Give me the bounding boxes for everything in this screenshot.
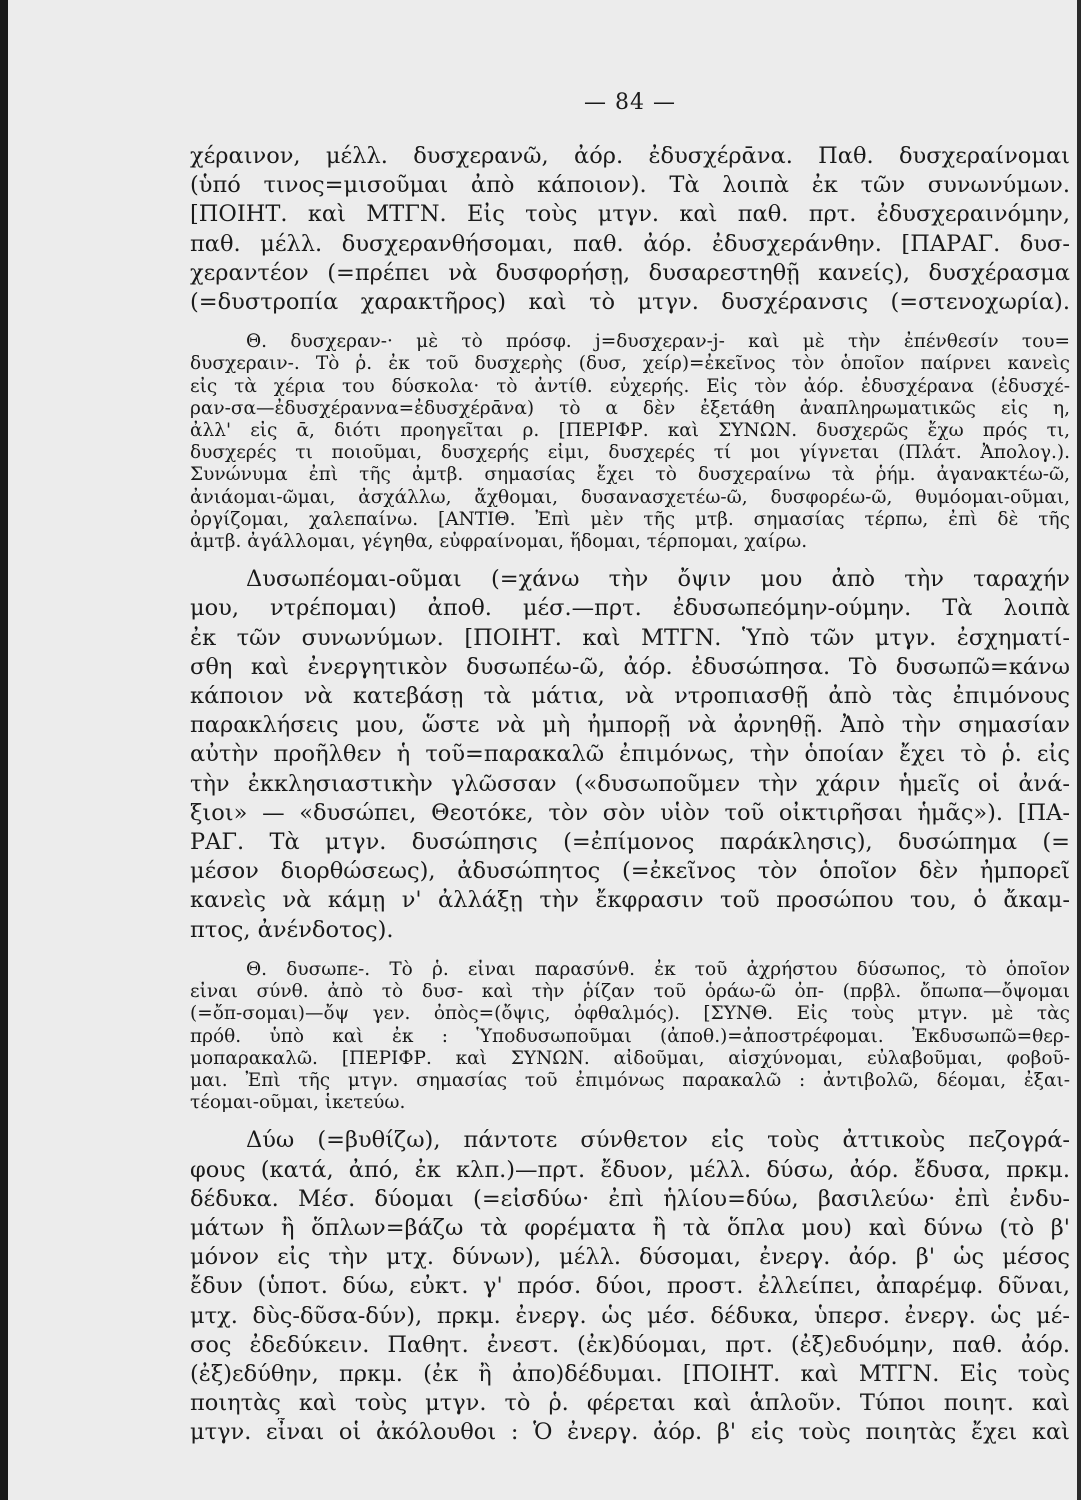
text-line: φους (κατά, ἀπό, ἐκ κλπ.)—πρτ. ἔδυον, μέλλ. δύσω, ἀόρ. ἔδυσα, πρκμ. [190, 1156, 1070, 1183]
text-line: χέραινον, μέλλ. δυσχερανῶ, ἀόρ. ἐδυσχέρᾱνα. Παθ. δυσχεραίνομαι [190, 143, 1070, 169]
text-line: (=ὄπ-σομαι)—ὄψ γεν. ὀπὸς=(ὄψις, ὀφθαλμός). [ΣΥΝΘ. Εἰς τοὺς μτγν. μὲ τὰς [190, 1003, 1070, 1025]
text-line: πτος, ἀνένδοτος). [190, 916, 394, 943]
text-line: ἀνιάομαι-ῶμαι, ἀσχάλλω, ἄχθομαι, δυσανασχετέω-ῶ, δυσφορέω-ῶ, θυμόομαι-οῦμαι, [190, 486, 1070, 508]
entry-dyscheraino-end [190, 142, 1070, 317]
entry-dysopeomai [190, 565, 1070, 945]
text-line: παρακλήσεις μου, ὥστε νὰ μὴ ἠμπορῇ νὰ ἀρνηθῇ. Ἀπὸ τὴν σημασίαν [190, 712, 1070, 739]
text-line: ἐκ τῶν συνωνύμων. [ΠΟΙΗΤ. καὶ ΜΤΓΝ. Ὑπὸ τῶν μτγν. ἐσχηματί- [190, 624, 1070, 651]
text-line: ἀμτβ. ἀγάλλομαι, γέγηθα, εὐφραίνομαι, ἥδομαι, τέρπομαι, χαίρω. [190, 531, 808, 553]
text-line: ἔδυν (ὑποτ. δύω, εὐκτ. γ' πρόσ. δύοι, προστ. ἐλλείπει, ἀπαρέμφ. δῦναι, [190, 1273, 1070, 1300]
entry-gap [190, 1114, 1070, 1126]
text-line: ΡΑΓ. Τὰ μτγν. δυσώπησις (=ἐπίμονος παράκλησις), δυσώπημα (= [190, 829, 1070, 856]
text-line: Συνώνυμα ἐπὶ τῆς ἀμτβ. σημασίας ἔχει τὸ δυσχεραίνω τὰ ῥήμ. ἀγανακτέω-ῶ, [190, 464, 1070, 486]
text-line: (ὑπό τινος=μισοῦμαι ἀπὸ κάποιον). Τὰ λοιπὰ ἐκ τῶν συνωνύμων. [190, 172, 1070, 199]
text-line: δέδυκα. Μέσ. δύομαι (=εἰσδύω· ἐπὶ ἡλίου=δύω, βασιλεύω· ἐπὶ ἐνδυ- [190, 1185, 1070, 1212]
text-line: μοπαρακαλῶ. [ΠΕΡΙΦΡ. καὶ ΣΥΝΩΝ. αἰδοῦμαι, αἰσχύνομαι, εὐλαβοῦμαι, φοβοῦ- [190, 1047, 1070, 1069]
text-line: μάτων ἢ ὅπλων=βάζω τὰ φορέματα ἢ τὰ ὅπλα μου) καὶ δύνω (τὸ β' [190, 1214, 1070, 1241]
scan-edge-left [0, 0, 8, 1500]
text-line: τέομαι-οῦμαι, ἱκετεύω. [190, 1092, 406, 1114]
text-line: μου, ντρέπομαι) ἀποθ. μέσ.—πρτ. ἐδυσωπεόμην-ούμην. Τὰ λοιπὰ [190, 595, 1070, 622]
text-line: μτχ. δὺς-δῦσα-δύν), πρκμ. ἐνεργ. ὡς μέσ. δέδυκα, ὑπερσ. ἐνεργ. ὡς μέ- [190, 1302, 1070, 1329]
text-line: ποιητὰς καὶ τοὺς μτγν. τὸ ῥ. φέρεται καὶ ἁπλοῦν. Τύποι ποιητ. καὶ [190, 1390, 1070, 1417]
text-line: [ΠΟΙΗΤ. καὶ ΜΤΓΝ. Εἰς τοὺς μτγν. καὶ παθ. πρτ. ἐδυσχεραινόμην, [190, 201, 1070, 228]
text-line: ξιοι» — «δυσώπει, Θεοτόκε, τὸν σὸν υἱὸν τοῦ οἰκτιρῆσαι ἡμᾶς»). [ΠΑ- [190, 799, 1070, 826]
text-line: ἀλλ' εἰς ᾱ, διότι προηγεῖται ρ. [ΠΕΡΙΦΡ. καὶ ΣΥΝΩΝ. δυσχερῶς ἔχω πρός τι, [190, 420, 1070, 442]
text-line: μαι. Ἐπὶ τῆς μτγν. σημασίας τοῦ ἐπιμόνως παρακαλῶ : ἀντιβολῶ, δέομαι, ἐξαι- [190, 1069, 1070, 1091]
text-line: Δύω (=βυθίζω), πάντοτε σύνθετον εἰς τοὺς ἀττικοὺς πεζογρά- [246, 1127, 1070, 1154]
text-line: χεραντέον (=πρέπει νὰ δυσφορήσῃ, δυσαρεστηθῇ κανείς), δυσχέρασμα [190, 259, 1070, 286]
text-line: παθ. μέλλ. δυσχερανθήσομαι, παθ. ἀόρ. ἐδυσχεράνθην. [ΠΑΡΑΓ. δυσ- [190, 230, 1070, 257]
entry-dysopeomai-notes [190, 959, 1070, 1114]
text-line: (=δυστροπία χαρακτῆρος) καὶ τὸ μτγν. δυσχέρανσις (=στενοχωρία). [190, 289, 1070, 316]
text-line: (ἐξ)εδύθην, πρκμ. (ἐκ ἢ ἀπο)δέδυμαι. [ΠΟΙΗΤ. καὶ ΜΤΓΝ. Εἰς τοὺς [190, 1360, 1070, 1387]
text-line: Θ. δυσωπε-. Τὸ ῥ. εἶναι παρασύνθ. ἐκ τοῦ ἀχρήστου δύσωπος, τὸ ὁποῖον [246, 958, 1070, 980]
text-line: κανεὶς νὰ κάμῃ ν' ἀλλάξῃ τὴν ἔκφρασιν τοῦ προσώπου του, ὁ ἄκαμ- [190, 887, 1070, 914]
text-line: πρόθ. ὑπὸ καὶ ἐκ : Ὑποδυσωποῦμαι (ἀποθ.)=ἀποστρέφομαι. Ἐκδυσωπῶ=θερ- [190, 1025, 1070, 1047]
entry-gap [190, 553, 1070, 565]
text-line: ραν-σα—ἐδυσχέραννα=ἐδυσχέρᾱνα) τὸ α δὲν ἐξετάθη ἀναπληρωματικῶς εἰς η, [190, 397, 1070, 419]
text-line: εἰς τὰ χέρια του δύσκολα· τὸ ἀντίθ. εὐχερής. Εἰς τὸν ἀόρ. ἐδυσχέρανα (ἐδυσχέ- [190, 375, 1070, 397]
entry-dyscheraino-notes [190, 331, 1070, 553]
scan-edge-right [1077, 0, 1081, 1500]
entry-dyo [190, 1126, 1070, 1447]
text-line: δυσχεραιν-. Τὸ ῥ. ἐκ τοῦ δυσχερὴς (δυσ, χείρ)=ἐκεῖνος τὸν ὁποῖον παίρνει κανεὶς [190, 353, 1070, 375]
entry-gap [190, 317, 1070, 331]
text-line: μόνον εἰς τὴν μτχ. δύνων), μέλλ. δύσομαι, ἐνεργ. ἀόρ. β' ὡς μέσος [190, 1244, 1070, 1271]
text-line: μέσον διορθώσεως), ἀδυσώπητος (=ἐκεῖνος τὸν ὁποῖον δὲν ἠμπορεῖ [190, 858, 1070, 885]
text-line: Δυσωπέομαι-οῦμαι (=χάνω τὴν ὄψιν μου ἀπὸ τὴν ταραχήν [246, 566, 1070, 593]
text-line: μτγν. εἶναι οἱ ἀκόλουθοι : Ὁ ἐνεργ. ἀόρ. β' εἰς τοὺς ποιητὰς ἔχει καὶ [190, 1419, 1070, 1446]
text-line: ὀργίζομαι, χαλεπαίνω. [ΑΝΤΙΘ. Ἐπὶ μὲν τῆς μτβ. σημασίας τέρπω, ἐπὶ δὲ τῆς [190, 508, 1070, 530]
entry-gap [190, 945, 1070, 959]
text-line: αὐτὴν προῆλθεν ἡ τοῦ=παρακαλῶ ἐπιμόνως, τὴν ὁποίαν ἔχει τὸ ῥ. εἰς [190, 741, 1070, 768]
text-line: σθη καὶ ἐνεργητικὸν δυσωπέω-ῶ, ἀόρ. ἐδυσώπησα. Τὸ δυσωπῶ=κάνω [190, 653, 1070, 680]
text-line: εἶναι σύνθ. ἀπὸ τὸ δυσ- καὶ τὴν ῥίζαν τοῦ ὁράω-ῶ ὀπ- (πρβλ. ὄπωπα—ὄψομαι [190, 981, 1070, 1003]
text-line: τὴν ἐκκλησιαστικὴν γλῶσσαν («δυσωποῦμεν τὴν χάριν ἡμεῖς οἱ ἀνά- [190, 770, 1070, 797]
dictionary-text [190, 142, 1070, 1448]
text-line: δυσχερές τι ποιοῦμαι, δυσχερής εἰμι, δυσχερές τί μοι γίγνεται (Πλάτ. Ἀπολογ.). [190, 442, 1070, 464]
text-line: Θ. δυσχεραν-· μὲ τὸ πρόσφ. j=δυσχεραν-j- καὶ μὲ τὴν ἐπένθεσίν του= [246, 331, 1070, 353]
text-line: κάποιον νὰ κατεβάσῃ τὰ μάτια, νὰ ντροπιασθῇ ἀπὸ τὰς ἐπιμόνους [190, 683, 1070, 710]
text-line: σος ἐδεδύκειν. Παθητ. ἐνεστ. (ἐκ)δύομαι, πρτ. (ἐξ)εδυόμην, παθ. ἀόρ. [190, 1331, 1070, 1358]
page-number: — 84 — [584, 90, 676, 115]
